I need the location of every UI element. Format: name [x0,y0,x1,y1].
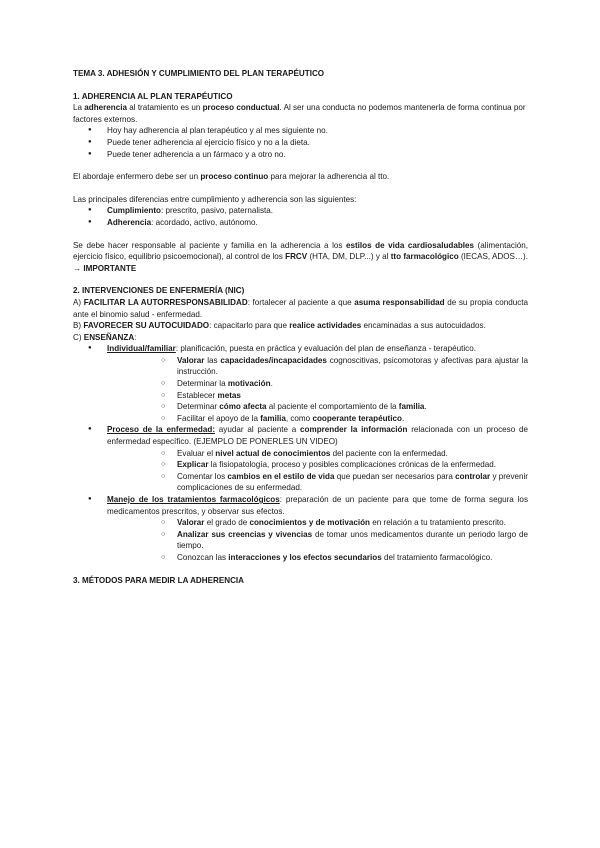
adherence-examples-list [73,125,528,160]
list-item: ○ Facilitar el apoyo de la familia, como cooperante terapéutico. [107,413,528,425]
nursing-approach-paragraph: El abordaje enfermero debe ser un proceso continuo para mejorar la adherencia al tto. [73,172,390,182]
list-item: ● Proceso de la enfermedad: ayudar al paciente a comprender la información relacionada con un proceso de enfermedad específico. (EJEMPLO DE PONERLES UN VIDEO) ○ Evaluar el nivel actual de conocimientos del paciente con la enfermedad. ○ Explicar la fisiopatología, proceso y posibles complicaciones crónicas de la enfermedad. ○ Comentar los cambios en el estilo de vida que puedan ser necesarios para controlar y prevenir complicaciones de su enfermedad. [73,424,528,494]
sub-list [107,448,528,494]
intervention-a: A) FACILITAR LA AUTORRESPONSABILIDAD: fortalecer al paciente a que asuma responsabilidad de su propia conducta ante el binomio salud - enfermedad. [73,297,529,319]
document-title: TEMA 3. ADHESIÓN Y CUMPLIMIENTO DEL PLAN TERAPÉUTICO [73,69,325,78]
list-item: ● Cumplimiento: prescrito, pasivo, paternalista. [73,205,528,217]
teaching-list [73,343,528,563]
list-item: ● Puede tener adherencia al ejercicio físico y no a la dieta. [73,137,528,149]
sub-list [107,355,528,425]
list-item: ● Manejo de los tratamientos farmacológicos: preparación de un paciente para que tome de forma segura los medicamentos prescritos, y observar sus efectos. ○ Valorar el grado de conocimientos y de motivación en relación a tu tratamiento prescrito. ○ Analizar sus creencias y vivencias de tomar unos medicamentos durante un periodo largo de tiempo. ○ Conozcan las interacciones y los efectos secundarios del tratamiento farmacológico. [73,494,528,564]
list-item: ○ Evaluar el nivel actual de conocimientos del paciente con la enfermedad. [107,448,528,460]
intervention-c: C) ENSEÑANZA: [73,332,137,342]
list-item: ○ Valorar las capacidades/incapacidades cognoscitivas, psicomotoras y afectivas para ajustar la instrucción. [107,355,528,378]
list-item: ○ Determinar cómo afecta al paciente el comportamiento de la familia. [107,401,528,413]
differences-list [73,205,528,228]
list-item: ○ Conozcan las interacciones y los efectos secundarios del tratamiento farmacológico. [107,552,528,564]
list-item: ○ Valorar el grado de conocimientos y de motivación en relación a tu tratamiento prescrito. [107,517,528,529]
document-page [73,68,528,586]
section-3-heading: 3. MÉTODOS PARA MEDIR LA ADHERENCIA [73,575,245,585]
sub-list [107,517,528,563]
list-item: ○ Explicar la fisiopatología, proceso y posibles complicaciones crónicas de la enfermedad. [107,459,528,471]
responsibility-paragraph: Se debe hacer responsable al paciente y familia en la adherencia a los estilos de vida cardiosaludables (alimentación, ejercicio físico, equilibrio psicoemocional), al control de los FRCV (HTA, DM, DLP...) y al tto farmacológico (IECAS, ADOS…). → IMPORTANTE [73,240,529,273]
adherence-definition: La adherencia al tratamiento es un proceso conductual. Al ser una conducta no podemos mantenerla de forma continua por factores externos. [73,103,526,124]
section-2-heading: 2. INTERVENCIONES DE ENFERMERÍA (NIC) [73,286,245,296]
intervention-b: B) FAVORECER SU AUTOCUIDADO: capacitarlo para que realice actividades encaminadas a sus autocuidados. [73,321,486,331]
list-item: ● Adherencia: acordado, activo, autónomo. [73,217,528,229]
list-item: ● Hoy hay adherencia al plan terapéutico y al mes siguiente no. [73,125,528,137]
differences-intro: Las principales diferencias entre cumplimiento y adherencia son las siguientes: [73,194,357,204]
section-1-heading: 1. ADHERENCIA AL PLAN TERAPÉUTICO [73,91,233,101]
list-item: ● Individual/familiar: planificación, puesta en práctica y evaluación del plan de enseñanza - terapéutico. ○ Valorar las capacidades/incapacidades cognoscitivas, psicomotoras y afectivas para ajustar la instrucción. ○ Determinar la motivación. ○ Establecer metas ○ Determinar cómo afecta al paciente el comportamiento de la familia. ○ Facilitar el apoyo de la familia, como cooperante terapéutico. [73,343,528,424]
list-item: ○ Comentar los cambios en el estilo de vida que puedan ser necesarios para controlar y prevenir complicaciones de su enfermedad. [107,471,528,494]
list-item: ○ Analizar sus creencias y vivencias de tomar unos medicamentos durante un periodo largo de tiempo. [107,529,528,552]
list-item: ● Puede tener adherencia a un fármaco y a otro no. [73,149,528,161]
list-item: ○ Determinar la motivación. [107,378,528,390]
list-item: ○ Establecer metas [107,390,528,402]
